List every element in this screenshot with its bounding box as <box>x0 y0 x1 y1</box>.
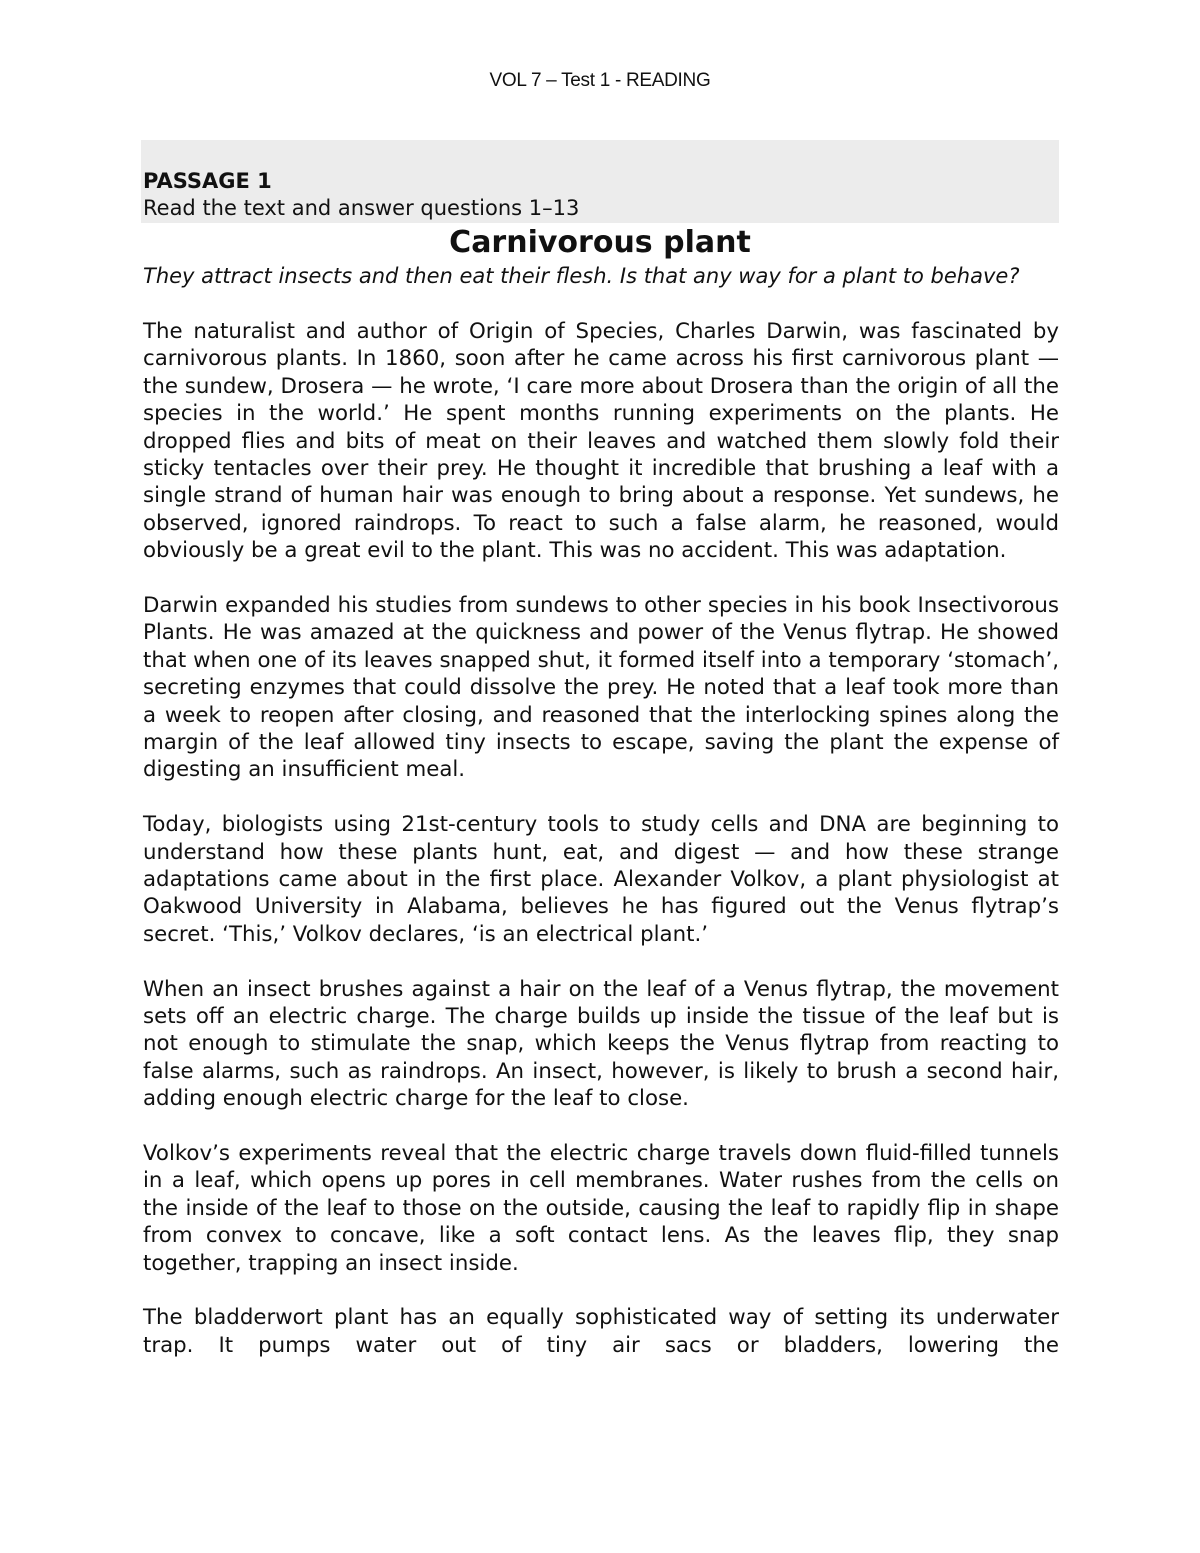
paragraph-2: Darwin expanded his studies from sundews to other species in his book Insectivorous Plants. He was amazed at the quickness and power of the Venus flytrap. He showed that when one of its leaves snapped shut, it formed itself into a temporary ‘stomach’, secreting enzymes that could dissolve the prey. He noted that a leaf took more than a week to reopen after closing, and reasoned that the interlocking spines along the margin of the leaf allowed tiny insects to escape, saving the plant the expense of digesting an insufficient meal. <box>143 592 1059 783</box>
passage-label: PASSAGE 1 <box>143 169 272 193</box>
paragraph-5: Volkov’s experiments reveal that the electric charge travels down fluid-filled tunnels in a leaf, which opens up pores in cell membranes. Water rushes from the cells on the inside of the leaf to those on the outside, causing the leaf to rapidly flip in shape from convex to concave, like a soft contact lens. As the leaves flip, they snap together, trapping an insect inside. <box>143 1141 1059 1276</box>
passage-instruction: Read the text and answer questions 1–13 <box>143 196 580 220</box>
paragraph-6: The bladderwort plant has an equally sophisticated way of setting its underwater trap. It pumps water out of tiny air sacs or bladders, lowering the <box>143 1305 1059 1358</box>
paragraph-1: The naturalist and author of Origin of Species, Charles Darwin, was fascinated by carnivorous plants. In 1860, soon after he came across his first carnivorous plant — the sundew, Drosera — he wrote, ‘I care more about Drosera than the origin of all the species in the world.’ He spent months running experiments on the plants. He dropped flies and bits of meat on their leaves and watched them slowly fold their sticky tentacles over their prey. He thought it incredible that brushing a leaf with a single strand of human hair was enough to bring about a response. Yet sundews, he observed, ignored raindrops. To react to such a false alarm, he reasoned, would obviously be a great evil to the plant. This was no accident. This was adaptation. <box>143 318 1059 564</box>
article-subtitle: They attract insects and then eat their flesh. Is that any way for a plant to behave? <box>143 264 1020 288</box>
article-title: Carnivorous plant <box>449 225 751 260</box>
paragraph-4: When an insect brushes against a hair on the leaf of a Venus flytrap, the movement sets off an electric charge. The charge builds up inside the tissue of the leaf but is not enough to stimulate the snap, which keeps the Venus flytrap from reacting to false alarms, such as raindrops. An insect, however, is likely to brush a second hair, adding enough electric charge for the leaf to close. <box>143 976 1059 1112</box>
document-body <box>141 140 1059 1359</box>
paragraph-3: Today, biologists using 21st-century tools to study cells and DNA are beginning to understand how these plants hunt, eat, and digest — and how these strange adaptations came about in the first place. Alexander Volkov, a plant physiologist at Oakwood University in Alabama, believes he has figured out the Venus flytrap’s secret. ‘This,’ Volkov declares, ‘is an electrical plant.’ <box>143 812 1059 947</box>
passage-info-box <box>141 140 1059 223</box>
page-header: VOL 7 – Test 1 - READING <box>489 70 711 91</box>
